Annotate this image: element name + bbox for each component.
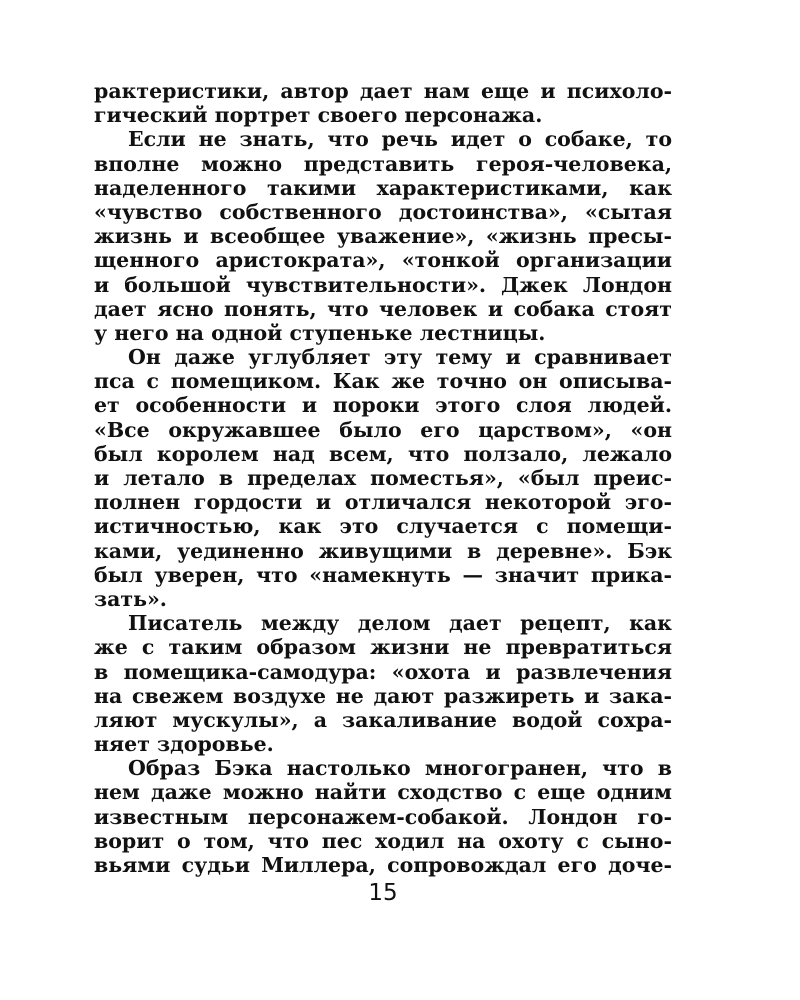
text-line: ляют мускулы», а закаливание водой сохра- [94, 707, 672, 732]
text-line: Образ Бэка настолько многогранен, что в [128, 756, 672, 781]
text-line: и летало в пределах поместья», «был преис- [94, 466, 672, 490]
text-line: на свежем воздухе не дают разжиреть и зака- [94, 683, 672, 708]
text-line: вполне можно представить героя-человека, [94, 151, 672, 176]
text-line: щенного аристократа», «тонкой организации [94, 248, 672, 273]
text-line: истичностью, как это случается с помещи- [94, 514, 672, 539]
text-line: гический портрет своего персонажа. [94, 103, 543, 128]
text-line: Писатель между делом дает рецепт, как [128, 611, 672, 636]
text-line: зать». [94, 586, 167, 611]
text-line: Если не знать, что речь идет о собаке, то [128, 127, 672, 152]
text-line: «Все окружавшее было его царством», «он [94, 417, 672, 442]
text-line: полнен гордости и отличался некоторой эго- [94, 490, 672, 515]
text-line: няет здоровье. [94, 732, 274, 757]
text-line: ет особенности и пороки этого слоя людей. [94, 393, 672, 418]
text-line: наделенного такими характеристиками, как [94, 175, 672, 200]
text-line: был уверен, что «намекнуть — значит прика- [94, 562, 672, 587]
page-number: 15 [368, 880, 398, 906]
text-line: и большой чувствительности». Джек Лондон [94, 272, 672, 297]
text-line: ворит о том, что пес ходил на охоту с сыно- [94, 828, 672, 853]
text-line: был королем над всем, что ползало, лежало [94, 441, 672, 466]
text-line: пса с помещиком. Как же точно он описыва- [94, 369, 672, 394]
text-line: нем даже можно найти сходство с еще одним [94, 780, 672, 805]
text-line: у него на одной ступеньке лестницы. [94, 320, 546, 345]
text-line: вьями судьи Миллера, сопровождал его доче- [94, 853, 672, 877]
text-line: жизнь и всеобщее уважение», «жизнь пресы- [94, 224, 672, 249]
text-line: известным персонажем-собакой. Лондон го- [94, 804, 672, 829]
text-line: «чувство собственного достоинства», «сытая [94, 199, 672, 224]
text-line: в помещика-самодура: «охота и развлечения [94, 659, 672, 684]
body-text [94, 79, 672, 877]
text-line: же с таким образом жизни не превратиться [94, 635, 672, 660]
text-line: Он даже углубляет эту тему и сравнивает [128, 345, 672, 370]
text-line: рактеристики, автор дает нам еще и психоло- [94, 79, 672, 103]
text-line: ками, уединенно живущими в деревне». Бэк [94, 538, 672, 563]
text-line: дает ясно понять, что человек и собака стоят [94, 296, 672, 321]
